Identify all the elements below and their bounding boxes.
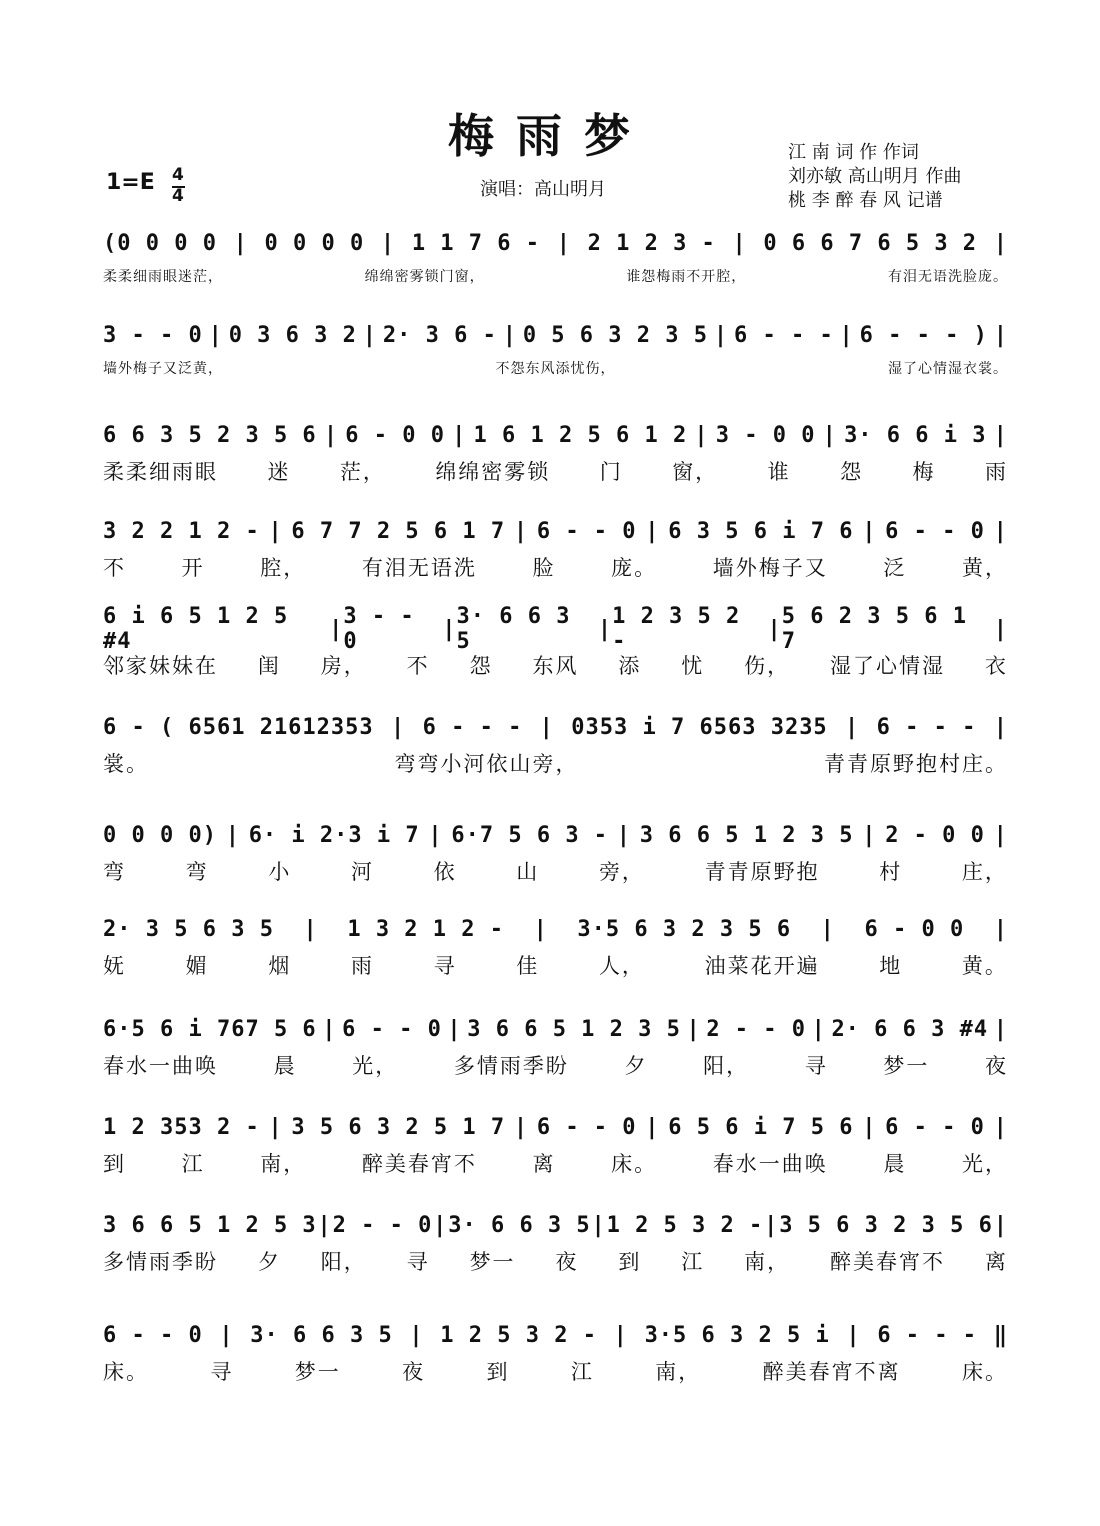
lyric-segment: 怨 bbox=[840, 460, 864, 484]
barline: | bbox=[380, 230, 396, 256]
lyric-segment: 黄， bbox=[962, 556, 1008, 580]
lyric-segment: 夜 bbox=[555, 1250, 579, 1274]
notation-line bbox=[103, 516, 1008, 580]
lyric-segment: 依 bbox=[433, 860, 457, 884]
notes-row bbox=[103, 516, 1008, 546]
measure: 3 5 6 3 2 3 5 6 bbox=[779, 1212, 993, 1238]
measure: 3· 6 6 3 5 bbox=[448, 1212, 591, 1238]
lyric-segment: 醉美春宵不 bbox=[830, 1250, 946, 1274]
notation-line bbox=[103, 712, 1008, 776]
barline: | bbox=[839, 322, 854, 348]
lyric-segment: 有泪无语洗脸庞。 bbox=[887, 269, 1008, 285]
lyric-segment: 山 bbox=[516, 860, 540, 884]
barline: | bbox=[442, 616, 457, 642]
measure: 6 - - - bbox=[422, 714, 523, 740]
lyric-segment: 晨 bbox=[273, 1054, 297, 1078]
notation-line bbox=[103, 1320, 1008, 1384]
barline: | bbox=[329, 616, 344, 642]
lyric-segment: 到 bbox=[618, 1250, 642, 1274]
lyric-segment: 茫， bbox=[339, 460, 386, 484]
lyric-segment: 夕 bbox=[624, 1054, 648, 1078]
measure: 2· 3 6 - bbox=[382, 322, 497, 348]
barline: | bbox=[820, 916, 835, 942]
lyric-segment: 弯弯小河依山旁， bbox=[394, 752, 579, 776]
barline: | bbox=[993, 616, 1008, 642]
lyric-segment: 裳。 bbox=[103, 752, 149, 776]
lyric-segment: 忧 bbox=[681, 654, 705, 678]
lyric-segment: 夜 bbox=[402, 1360, 426, 1384]
notation-line bbox=[103, 914, 1008, 978]
barline: | bbox=[764, 1212, 779, 1238]
lyric-segment: 衣 bbox=[984, 654, 1008, 678]
barline: | bbox=[597, 616, 613, 642]
measure: 5 6 2 3 5 6 1 7 bbox=[781, 604, 967, 654]
barline: | bbox=[993, 230, 1008, 256]
lyric-segment: 湿了心情湿 bbox=[830, 654, 946, 678]
lyric-segment: 阳， bbox=[320, 1250, 367, 1274]
measure: 2 1 2 3 - bbox=[587, 230, 716, 256]
measure: 6·5 6 i 767 5 6 bbox=[103, 1016, 317, 1042]
measure: 6 - 0 0 bbox=[345, 422, 445, 448]
lyric-segment: 媚 bbox=[185, 954, 209, 978]
measure: 3 - 0 0 bbox=[715, 422, 816, 448]
lyric-segment: 江 bbox=[181, 1152, 205, 1176]
measure: 3· 6 6 i 3 bbox=[844, 422, 987, 448]
lyric-segment: 谁怨梅雨不开腔， bbox=[626, 269, 747, 285]
lyric-segment: 梦一 bbox=[294, 1360, 341, 1384]
barline: | bbox=[225, 822, 240, 848]
lyric-segment: 到 bbox=[103, 1152, 126, 1176]
lyric-segment: 梅 bbox=[912, 460, 936, 484]
notes-row bbox=[103, 228, 1008, 258]
barline: | bbox=[409, 1322, 424, 1348]
lyric-row bbox=[103, 748, 1008, 778]
lyric-segment: 有泪无语洗 bbox=[361, 556, 477, 580]
barline: | bbox=[686, 1016, 701, 1042]
lyric-segment: 村 bbox=[879, 860, 903, 884]
measure: 6 - - 0 bbox=[885, 1114, 985, 1140]
notation-line bbox=[103, 820, 1008, 884]
lyric-segment: 寻 bbox=[406, 1250, 430, 1274]
lyric-segment: 离 bbox=[984, 1250, 1008, 1274]
barline: | bbox=[845, 714, 860, 740]
lyric-row bbox=[103, 456, 1008, 486]
notes-row bbox=[103, 420, 1008, 450]
notes-row bbox=[103, 320, 1008, 350]
lyric-segment: 晨 bbox=[883, 1152, 907, 1176]
lyric-segment: 庞。 bbox=[611, 556, 658, 580]
measure: 0 3 6 3 2 bbox=[228, 322, 357, 348]
lyric-segment: 谁 bbox=[767, 460, 791, 484]
barline: | bbox=[591, 1212, 606, 1238]
lyric-segment: 南， bbox=[744, 1250, 791, 1274]
notes-row bbox=[103, 604, 1008, 654]
lyric-segment: 腔， bbox=[260, 556, 307, 580]
lyric-segment: 柔柔细雨眼迷茫， bbox=[103, 269, 223, 285]
notes-row bbox=[103, 1320, 1008, 1350]
barline: | bbox=[713, 322, 729, 348]
barline: | bbox=[391, 714, 406, 740]
barline: | bbox=[862, 518, 877, 544]
barline: | bbox=[208, 322, 223, 348]
measure: 3 5 6 3 2 5 1 7 bbox=[291, 1114, 506, 1140]
barline: | bbox=[323, 422, 339, 448]
measure: 6 7 7 2 5 6 1 7 bbox=[291, 518, 506, 544]
barline: | bbox=[862, 822, 877, 848]
lyric-segment: 夜 bbox=[985, 1054, 1008, 1078]
barline: | bbox=[993, 1016, 1008, 1042]
barline: | bbox=[993, 422, 1008, 448]
lyric-segment: 弯 bbox=[103, 860, 126, 884]
barline: | bbox=[993, 322, 1008, 348]
lyric-segment: 窗， bbox=[672, 460, 719, 484]
barline: | bbox=[233, 230, 248, 256]
lyric-segment: 闺 bbox=[257, 654, 281, 678]
lyric-row bbox=[103, 358, 1008, 378]
measure: 1 3 2 1 2 - bbox=[347, 916, 505, 942]
lyric-segment: 南， bbox=[260, 1152, 307, 1176]
measure: 6·7 5 6 3 - bbox=[451, 822, 609, 848]
measure: 3· 6 6 3 5 bbox=[456, 604, 571, 654]
barline: | bbox=[645, 1114, 660, 1140]
barline: | bbox=[993, 822, 1008, 848]
transcriber-credit: 桃 李 醉 春 风 记谱 bbox=[788, 190, 943, 211]
lyric-row bbox=[103, 650, 1008, 680]
lyric-segment: 泛 bbox=[883, 556, 907, 580]
notation-line bbox=[103, 604, 1008, 678]
lyric-segment: 寻 bbox=[433, 954, 457, 978]
measure: 0353 i 7 6563 3235 bbox=[571, 714, 828, 740]
lyric-segment: 寻 bbox=[210, 1360, 234, 1384]
barline: | bbox=[502, 322, 517, 348]
lyric-segment: 离 bbox=[532, 1152, 556, 1176]
lyric-segment: 东风 bbox=[532, 654, 579, 678]
measure: 1 2 3 5 2 - bbox=[612, 604, 741, 654]
lyric-segment: 阳， bbox=[703, 1054, 750, 1078]
barline: | bbox=[732, 230, 747, 256]
lyric-segment: 梦一 bbox=[469, 1250, 516, 1274]
measure: 3 2 2 1 2 - bbox=[103, 518, 260, 544]
score-title: 梅雨梦 bbox=[448, 109, 652, 163]
lyric-segment: 夕 bbox=[257, 1250, 281, 1274]
measure: 6 - - - ) bbox=[859, 322, 988, 348]
measure: 0 0 0 0 bbox=[264, 230, 365, 256]
measure: 2 - - 0 bbox=[706, 1016, 807, 1042]
lyric-segment: 床。 bbox=[962, 1360, 1008, 1384]
barline: | bbox=[452, 422, 467, 448]
measure: 6 - - - bbox=[733, 322, 834, 348]
measure: 6 - - 0 bbox=[536, 1114, 637, 1140]
barline: | bbox=[513, 518, 529, 544]
lyric-segment: 房， bbox=[320, 654, 367, 678]
lyric-segment: 柔柔细雨眼 bbox=[103, 460, 218, 484]
lyric-segment: 妩 bbox=[103, 954, 126, 978]
measure: 0 0 0 0) bbox=[103, 822, 217, 848]
measure: 1 2 5 3 2 - bbox=[606, 1212, 764, 1238]
lyric-segment: 醉美春宵不离 bbox=[762, 1360, 901, 1384]
barline: | bbox=[219, 1322, 234, 1348]
barline: | bbox=[645, 518, 660, 544]
time-signature-bottom: 4 bbox=[172, 186, 184, 206]
measure: 1 2 353 2 - bbox=[103, 1114, 260, 1140]
notation-line bbox=[103, 1014, 1008, 1078]
barline: | bbox=[694, 422, 709, 448]
barline: | bbox=[993, 518, 1008, 544]
notation-line bbox=[103, 420, 1008, 484]
barline: | bbox=[362, 322, 378, 348]
measure: 1 2 5 3 2 - bbox=[440, 1322, 597, 1348]
measure: 3·5 6 3 2 5 i bbox=[644, 1322, 830, 1348]
measure: 6 - - 0 bbox=[536, 518, 637, 544]
lyric-segment: 门 bbox=[599, 460, 623, 484]
lyric-segment: 南， bbox=[655, 1360, 702, 1384]
lyric-segment: 伤， bbox=[744, 654, 791, 678]
lyric-segment: 不 bbox=[406, 654, 430, 678]
lyric-segment: 不怨东风添忧伤， bbox=[495, 361, 616, 377]
measure: 6 - ( 6561 21612353 bbox=[103, 714, 374, 740]
lyric-segment: 光， bbox=[962, 1152, 1008, 1176]
measure: 2 - 0 0 bbox=[885, 822, 985, 848]
lyric-row bbox=[103, 1246, 1008, 1276]
measure: 2· 3 5 6 3 5 bbox=[103, 916, 274, 942]
lyric-segment: 雨 bbox=[350, 954, 374, 978]
measure: 6 - - - bbox=[877, 1322, 978, 1348]
barline: | bbox=[433, 1212, 448, 1238]
measure: 6 - 0 0 bbox=[864, 916, 965, 942]
barline: | bbox=[993, 1212, 1008, 1238]
barline: | bbox=[767, 616, 782, 642]
lyric-segment: 佳 bbox=[516, 954, 540, 978]
notes-row bbox=[103, 1210, 1008, 1240]
lyric-segment: 寻 bbox=[804, 1054, 828, 1078]
lyric-segment: 地 bbox=[879, 954, 903, 978]
lyric-segment: 迷 bbox=[267, 460, 291, 484]
lyric-segment: 添 bbox=[618, 654, 642, 678]
measure: 3 6 6 5 1 2 5 3 bbox=[103, 1212, 317, 1238]
notation-line bbox=[103, 320, 1008, 377]
lyric-segment: 光， bbox=[352, 1054, 399, 1078]
lyric-row bbox=[103, 856, 1008, 886]
lyric-segment: 脸 bbox=[532, 556, 556, 580]
lyric-segment: 河 bbox=[350, 860, 374, 884]
barline: | bbox=[513, 1114, 529, 1140]
measure: 3 6 6 5 1 2 3 5 bbox=[467, 1016, 681, 1042]
lyric-segment: 多情雨季盼 bbox=[453, 1054, 569, 1078]
measure: 0 5 6 3 2 3 5 bbox=[522, 322, 708, 348]
measure: 6 - - 0 bbox=[885, 518, 985, 544]
lyric-segment: 湿了心情湿衣裳。 bbox=[888, 361, 1008, 377]
barline: | bbox=[993, 714, 1008, 740]
measure: 6 6 3 5 2 3 5 6 bbox=[103, 422, 317, 448]
lyric-segment: 油菜花开遍 bbox=[704, 954, 820, 978]
measure: 3· 6 6 3 5 bbox=[250, 1322, 393, 1348]
barline: | bbox=[811, 1016, 826, 1042]
lyric-segment: 人， bbox=[598, 954, 645, 978]
lyric-segment: 不 bbox=[103, 556, 126, 580]
measure: 3·5 6 3 2 3 5 6 bbox=[577, 916, 792, 942]
lyric-segment: 弯 bbox=[185, 860, 209, 884]
lyric-segment: 开 bbox=[181, 556, 205, 580]
barline: | bbox=[993, 916, 1008, 942]
lyricist-credit: 江 南 词 作 作词 bbox=[788, 142, 919, 163]
notes-row bbox=[103, 712, 1008, 742]
lyric-row bbox=[103, 1148, 1008, 1178]
barline: | bbox=[533, 916, 548, 942]
measure: 3 6 6 5 1 2 3 5 bbox=[639, 822, 854, 848]
lyric-segment: 春水一曲唤 bbox=[712, 1152, 828, 1176]
measure: 6· i 2·3 i 7 bbox=[248, 822, 420, 848]
barline: | bbox=[616, 822, 632, 848]
lyric-row bbox=[103, 950, 1008, 980]
notes-row bbox=[103, 1014, 1008, 1044]
barline: | bbox=[428, 822, 443, 848]
measure: 1 1 7 6 - bbox=[411, 230, 541, 256]
lyric-segment: 邻家妹妹在 bbox=[103, 654, 218, 678]
notes-row bbox=[103, 820, 1008, 850]
measure: 2 - - 0 bbox=[332, 1212, 433, 1238]
composer-credit: 刘亦敏 高山明月 作曲 bbox=[788, 166, 962, 187]
measure: 6 - - 0 bbox=[103, 1322, 203, 1348]
measure: 1 6 1 2 5 6 1 2 bbox=[473, 422, 688, 448]
singer-credit: 演唱：高山明月 bbox=[480, 179, 606, 200]
lyric-segment: 怨 bbox=[469, 654, 493, 678]
lyric-segment: 多情雨季盼 bbox=[103, 1250, 218, 1274]
time-signature-top: 4 bbox=[172, 165, 184, 185]
measure: 0 6 6 7 6 5 3 2 bbox=[763, 230, 978, 256]
lyric-segment: 绵绵密雾锁门窗， bbox=[364, 269, 485, 285]
lyric-segment: 小 bbox=[268, 860, 292, 884]
lyric-segment: 庄， bbox=[961, 860, 1008, 884]
lyric-segment: 梦一 bbox=[883, 1054, 930, 1078]
notes-row bbox=[103, 1112, 1008, 1142]
barline: | bbox=[846, 1322, 861, 1348]
lyric-row bbox=[103, 1050, 1008, 1080]
lyric-row bbox=[103, 552, 1008, 582]
lyric-row bbox=[103, 1356, 1008, 1386]
lyric-segment: 春水一曲唤 bbox=[103, 1054, 218, 1078]
key-signature: 1=E bbox=[106, 170, 155, 195]
barline: | bbox=[539, 714, 554, 740]
measure: 6 5 6 i 7 5 6 bbox=[668, 1114, 854, 1140]
measure: 6 - - 0 bbox=[342, 1016, 442, 1042]
measure: 3 - - 0 bbox=[343, 604, 415, 654]
measure: 2· 6 6 3 #4 bbox=[831, 1016, 989, 1042]
lyric-segment: 醉美春宵不 bbox=[361, 1152, 477, 1176]
notation-line bbox=[103, 1210, 1008, 1274]
lyric-segment: 雨 bbox=[984, 460, 1008, 484]
barline: | bbox=[268, 1114, 283, 1140]
lyric-segment: 墙外梅子又泛黄， bbox=[103, 361, 223, 377]
measure: (0 0 0 0 bbox=[103, 230, 217, 256]
measure: 6 3 5 6 i 7 6 bbox=[668, 518, 854, 544]
barline: | bbox=[447, 1016, 462, 1042]
notation-line bbox=[103, 228, 1008, 285]
lyric-segment: 床。 bbox=[611, 1152, 658, 1176]
notes-row bbox=[103, 914, 1008, 944]
measure: 3 - - 0 bbox=[103, 322, 203, 348]
lyric-segment: 旁， bbox=[598, 860, 645, 884]
barline: | bbox=[317, 1212, 332, 1238]
barline: | bbox=[822, 422, 837, 448]
lyric-segment: 床。 bbox=[103, 1360, 149, 1384]
barline: | bbox=[322, 1016, 337, 1042]
barline: | bbox=[268, 518, 283, 544]
barline: | bbox=[613, 1322, 628, 1348]
lyric-segment: 到 bbox=[486, 1360, 510, 1384]
barline: | bbox=[862, 1114, 877, 1140]
lyric-row bbox=[103, 266, 1008, 286]
lyric-segment: 江 bbox=[570, 1360, 594, 1384]
lyric-segment: 墙外梅子又 bbox=[712, 556, 828, 580]
measure: 6 i 6 5 1 2 5 #4 bbox=[103, 604, 289, 654]
measure: 6 - - - bbox=[876, 714, 977, 740]
lyric-segment: 青青原野抱 bbox=[704, 860, 820, 884]
notation-line bbox=[103, 1112, 1008, 1176]
barline: | bbox=[556, 230, 571, 256]
barline: | bbox=[993, 1114, 1008, 1140]
barline: ‖ bbox=[993, 1322, 1008, 1348]
barline: | bbox=[303, 916, 318, 942]
lyric-segment: 黄。 bbox=[961, 954, 1008, 978]
lyric-segment: 烟 bbox=[268, 954, 292, 978]
lyric-segment: 青青原野抱村庄。 bbox=[824, 752, 1008, 776]
lyric-segment: 绵绵密雾锁 bbox=[435, 460, 551, 484]
lyric-segment: 江 bbox=[681, 1250, 705, 1274]
